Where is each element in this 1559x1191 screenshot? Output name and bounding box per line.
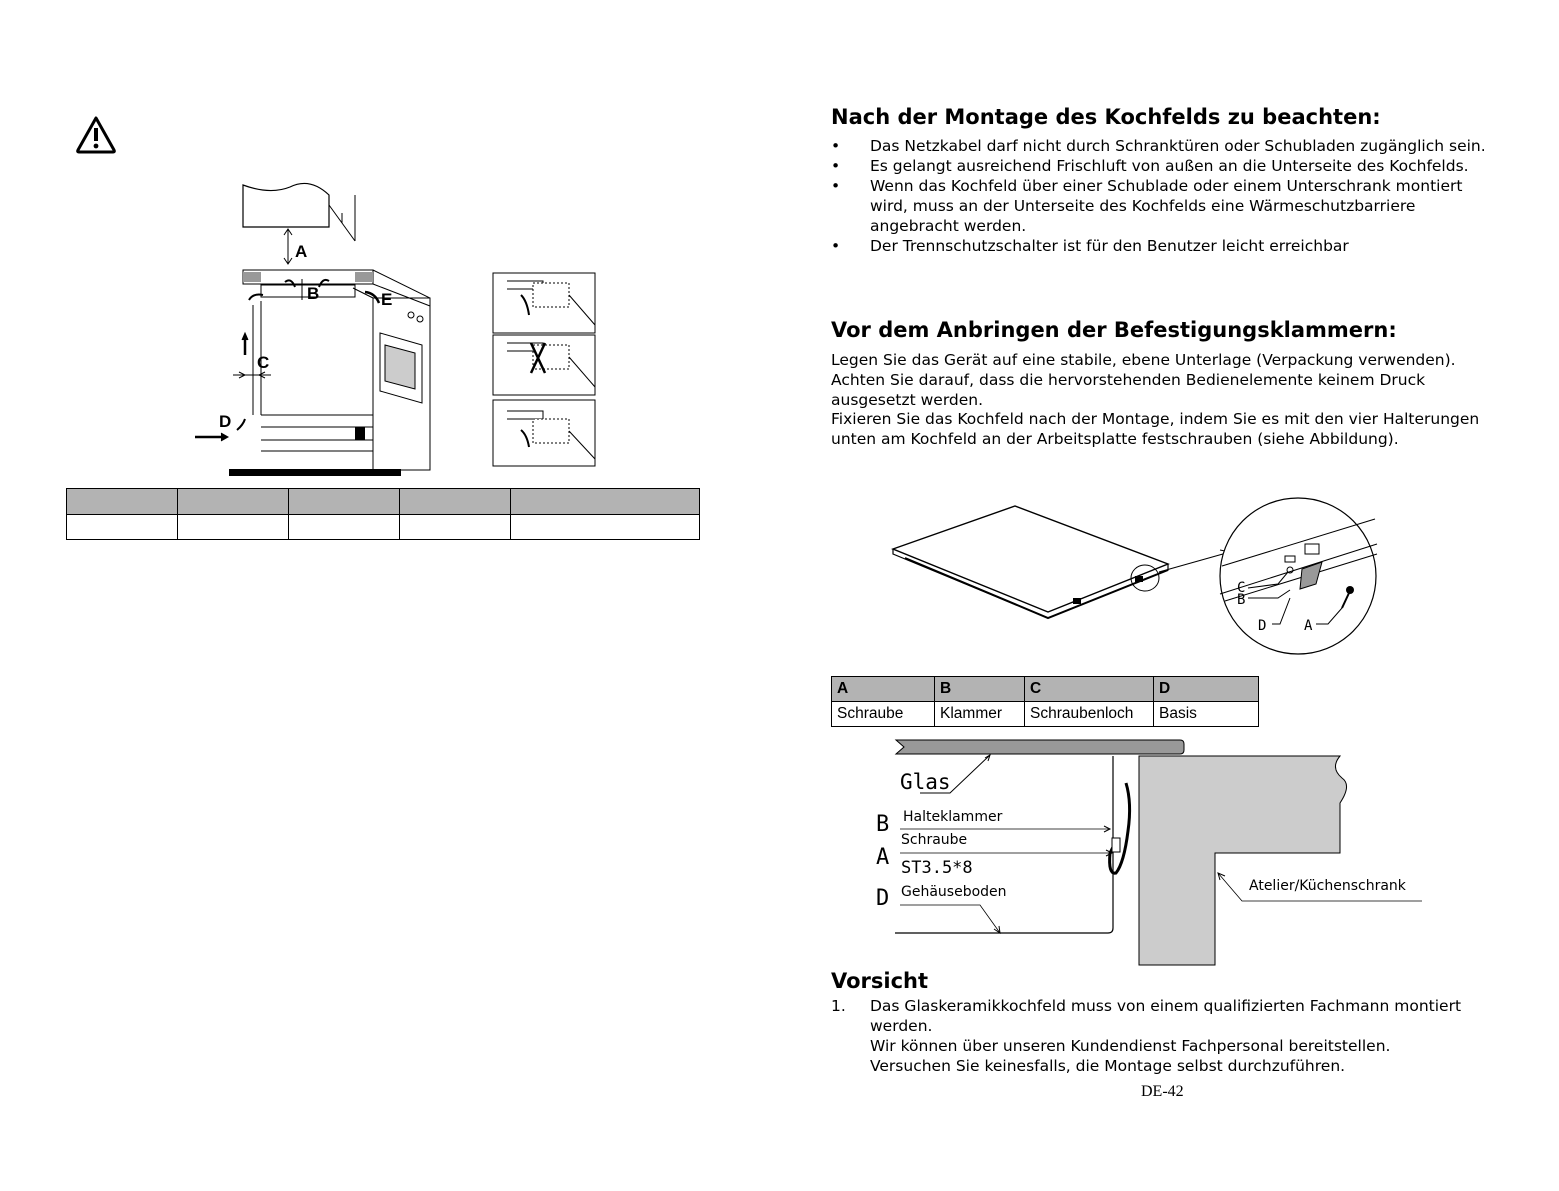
before-brackets-paragraph-1: Legen Sie das Gerät auf eine stabile, ebene Unterlage (Verpackung verwenden). Achten Sie darauf, dass die hervorstehenden Bedienelemente keinem Druck ausgesetzt werden. [831, 351, 1456, 409]
bracket-correct-1 [493, 273, 595, 333]
clearance-table [66, 488, 700, 540]
table-cell [511, 515, 700, 540]
list-item: • Das Netzkabel darf nicht durch Schranktüren oder Schubladen zugänglich sein. [831, 137, 1486, 155]
table-header-row [832, 677, 1259, 702]
hob-label-b: B [1237, 592, 1246, 608]
table-cell [289, 515, 400, 540]
table-cell [178, 489, 289, 515]
table-cell: Klammer [935, 702, 1025, 727]
bracket-label: Halteklammer [903, 809, 1003, 825]
list-item: • Wenn das Kochfeld über einer Schublade oder einem Unterschrank montiert wird, muss an der Unterseite des Kochfelds eine Wärmeschutzbarriere angebracht werden. [831, 177, 1463, 235]
bracket-correct-2 [493, 400, 595, 466]
table-cell [289, 489, 400, 515]
table-cell [400, 489, 511, 515]
screw-size-label: ST3.5*8 [901, 858, 973, 878]
list-item: 1. Das Glaskeramikkochfeld muss von einem qualifizierten Fachmann montiert werden. Wir können über unseren Kundendienst Fachpersonal bereitstellen. Versuchen Sie keinesfalls, die Montage selbst durchzuführen. [831, 997, 1462, 1075]
table-header-cell: D [1154, 677, 1259, 702]
table-header-cell: A [832, 677, 935, 702]
table-cell [178, 515, 289, 540]
hob-label-a: A [1304, 618, 1313, 634]
page-number: DE-42 [1141, 1083, 1184, 1100]
table-cell [67, 489, 178, 515]
table-cell: Schraube [832, 702, 935, 727]
cabinet-label: Atelier/Küchenschrank [1249, 878, 1406, 894]
list-item: • Der Trennschutzschalter ist für den Benutzer leicht erreichbar [831, 237, 1349, 255]
glass-label: Glas [900, 770, 951, 794]
list-item: • Es gelangt ausreichend Frischluft von außen an die Unterseite des Kochfelds. [831, 157, 1469, 175]
table-header-cell: B [935, 677, 1025, 702]
table-row [832, 702, 1259, 727]
label-a: A [295, 242, 308, 261]
screw-label: Schraube [901, 832, 968, 848]
after-mounting-heading: Nach der Montage des Kochfelds zu beachten: [831, 105, 1381, 129]
label-e: E [381, 290, 393, 309]
table-cell: Basis [1154, 702, 1259, 727]
parts-table [831, 676, 1259, 727]
hob-label-c: C [1237, 580, 1246, 596]
housing-bottom-label: Gehäuseboden [901, 884, 1007, 900]
table-cell [511, 489, 700, 515]
table-row [67, 515, 700, 540]
label-c: C [257, 353, 270, 372]
before-brackets-paragraph-2: Fixieren Sie das Kochfeld nach der Montage, indem Sie es mit den vier Halterungen unten am Kochfeld an der Arbeitsplatte festschrauben (siehe Abbildung). [831, 410, 1480, 448]
table-cell [67, 515, 178, 540]
letter-d-label: D [876, 886, 890, 911]
mounting-cross-section-diagram [870, 733, 1440, 968]
label-d: D [219, 412, 232, 431]
after-mounting-list [831, 136, 1491, 256]
table-header-cell: C [1025, 677, 1154, 702]
table-cell: Schraubenloch [1025, 702, 1154, 727]
before-brackets-heading: Vor dem Anbringen der Befestigungsklammern: [831, 318, 1397, 342]
installation-clearance-diagram [219, 175, 605, 480]
table-header-row [67, 489, 700, 515]
letter-a-label: A [876, 845, 890, 870]
letter-b-label: B [876, 812, 890, 837]
bracket-wrong [493, 335, 595, 395]
table-cell [400, 515, 511, 540]
caution-heading: Vorsicht [831, 969, 929, 993]
hob-bracket-diagram [880, 494, 1380, 656]
warning-triangle-icon [75, 115, 117, 155]
caution-list [831, 996, 1491, 1076]
hob-label-d: D [1258, 618, 1267, 634]
label-b: B [307, 284, 320, 303]
